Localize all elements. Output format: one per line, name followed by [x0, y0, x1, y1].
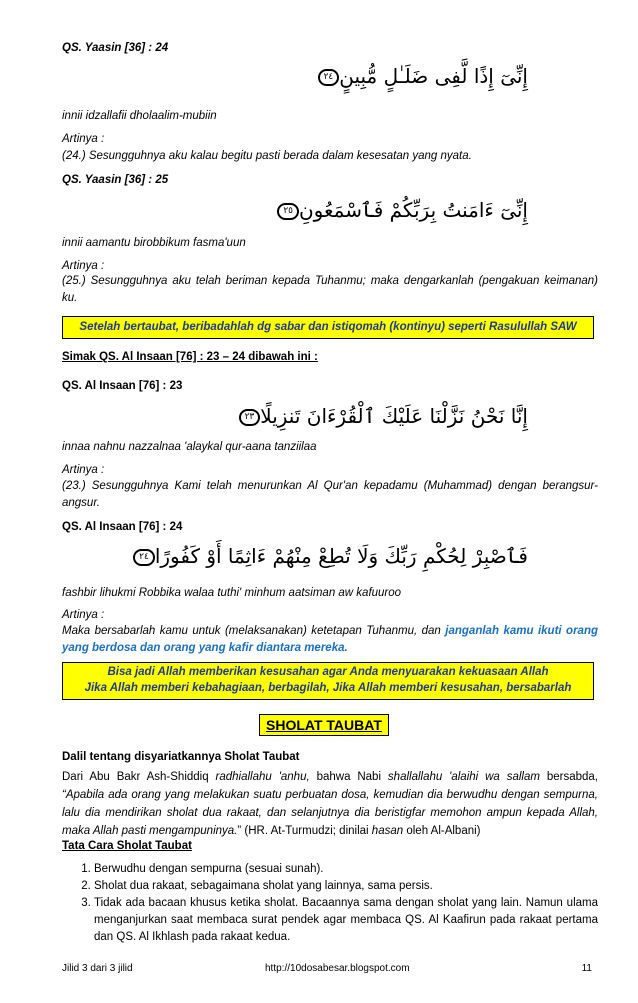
arabic-text: إِنِّىٓ ءَامَنتُ بِرَبِّكُمْ فَٱسْمَعُونِ [298, 198, 528, 222]
hadith-paragraph [62, 768, 598, 840]
arabic-verse [269, 198, 528, 222]
translation-emphasis: janganlah kamu ikuti orang yang berdosa dan orang yang kafir diantara mereka. [62, 625, 598, 654]
ayah-number: ٢٣ [239, 409, 261, 426]
hadith-quote: “Apabila ada orang yang melakukan suatu perbuatan dosa, kemudian dia berwudhu dengan sempurna, lalu dia mendirikan sholat dua rakaat, dan selanjutnya dia beristigfar memohon ampun kepada Allah, maka Allah pasti mengampuninya. [62, 789, 598, 837]
document-page [62, 0, 598, 1003]
transliteration: innaa nahnu nazzalnaa 'alaykal qur-aana tanziilaa [62, 441, 317, 453]
verse-reference: QS. Al Insaan [76] : 23 [62, 380, 183, 392]
arabic-verse [125, 544, 528, 568]
translation: (23.) Sesungguhnya Kami telah menurunkan Al Qur'an kepadamu (Muhammad) dengan berangsur-angsur. [62, 480, 598, 509]
ayah-number: ٢٤ [133, 549, 155, 566]
text-part: Dari Abu Bakr Ash-Shiddiq [62, 771, 209, 783]
verse-reference: QS. Yaasin [36] : 24 [62, 42, 169, 54]
list-item: 1. Berwudhu dengan sempurna (sesuai sunah). [94, 861, 598, 878]
arabic-text: إِنَّا نَحْنُ نَزَّلْنَا عَلَيْكَ ٱلْقُرْءَانَ تَنزِيلًا [260, 404, 528, 428]
translation-part: Maka bersabarlah kamu untuk (melaksanakan) ketetapan Tuhanmu, dan [62, 625, 441, 637]
text-part: ” (HR. At-Turmudzi; dinilai [237, 825, 369, 837]
text-part: oleh Al-Albani) [406, 825, 481, 837]
section-intro: Simak QS. Al Insaan [76] : 23 – 24 dibawah ini : [62, 351, 318, 363]
translation: (24.) Sesungguhnya aku kalau begitu pasti berada dalam kesesatan yang nyata. [62, 150, 472, 162]
arabic-text: فَٱصْبِرْ لِحُكْمِ رَبِّكَ وَلَا تُطِعْ مِنْهُمْ ءَاثِمًا أَوْ كَفُورًا [154, 544, 528, 568]
highlight-text: Setelah bertaubat, beribadahlah dg sabar dan istiqomah (kontinyu) seperti Rasulullah SAW [79, 321, 577, 333]
translation [62, 623, 598, 657]
transliteration: innii aamantu birobbikum fasma'uun [62, 237, 246, 249]
translation: (25.) Sesungguhnya aku telah beriman kepada Tuhanmu; maka dengarkanlah (pengakuan keimanan) ku. [62, 275, 598, 304]
verse-reference: QS. Yaasin [36] : 25 [62, 174, 169, 186]
translation-label: Artinya : [62, 260, 105, 272]
text-italic: radhiallahu 'anhu, [215, 771, 310, 783]
footer-left: Jilid 3 dari 3 jilid [62, 963, 133, 974]
steps-list [62, 861, 598, 946]
translation-label: Artinya : [62, 464, 105, 476]
arabic-verse [231, 404, 528, 428]
text-part: bersabda, [546, 771, 598, 783]
page-number: 11 [581, 963, 592, 974]
footer-url[interactable]: http://10dosabesar.blogspot.com [265, 963, 410, 974]
text-italic: hasan [371, 825, 404, 837]
translation-label: Artinya : [62, 609, 105, 621]
arabic-verse [310, 64, 528, 88]
transliteration: innii idzallafii dholaalim-mubiin [62, 110, 217, 122]
subheading: Dalil tentang disyariatkannya Sholat Taubat [62, 751, 300, 763]
highlight-line-1: Bisa jadi Allah memberikan kesusahan agar Anda menyuarakan kekuasaan Allah [107, 666, 549, 678]
verse-reference: QS. Al Insaan [76] : 24 [62, 521, 183, 533]
translation-label: Artinya : [62, 133, 105, 145]
subheading: Tata Cara Sholat Taubat [62, 840, 192, 852]
transliteration: fashbir lihukmi Robbika walaa tuthi' minhum aatsiman aw kafuuroo [62, 587, 402, 599]
ayah-number: ٢٤ [318, 69, 340, 86]
text-italic: shallallahu 'alaihi wa sallam [387, 771, 540, 783]
ayah-number: ٢٥ [277, 203, 299, 220]
highlight-line-2: Jika Allah memberi kebahagiaan, berbagilah, Jika Allah memberi kesusahan, bersabarlah [84, 682, 572, 694]
text-part: bahwa Nabi [316, 771, 382, 783]
list-item: 3. Tidak ada bacaan khusus ketika sholat. Bacaannya sama dengan sholat yang lain. Namun ulama menganjurkan saat membaca surat pendek agar membaca QS. Al Kaafirun pada rakaat pertama dan QS. Al Ikhlash pada rakaat kedua. [94, 895, 598, 946]
arabic-text: إِنِّىٓ إِذًا لَّفِى ضَلَـٰلٍ مُّبِينٍ [339, 64, 528, 88]
highlight-box [62, 316, 594, 339]
highlight-box [62, 662, 594, 700]
list-item: 2. Sholat dua rakaat, sebagaimana sholat yang lainnya, sama persis. [94, 878, 598, 895]
section-heading: SHOLAT TAUBAT [259, 714, 389, 736]
